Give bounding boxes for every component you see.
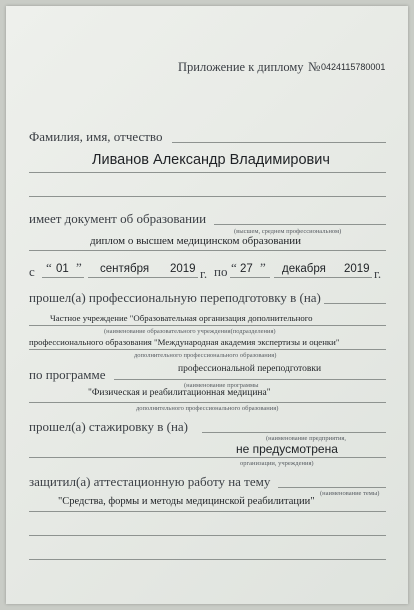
internship-hint: (наименование предприятия,	[266, 435, 347, 442]
date-from-day-line	[42, 277, 84, 278]
date-from-month: сентября	[100, 263, 150, 275]
full-name: Ливанов Александр Владимирович	[92, 152, 330, 168]
name-label: Фамилия, имя, отчество	[29, 129, 163, 144]
date-from-day: 01	[56, 263, 69, 275]
quote-open-2: “	[231, 260, 237, 275]
program-name-line	[29, 402, 386, 403]
date-from-word: с	[29, 264, 35, 279]
quote-close-2: ”	[260, 260, 266, 275]
retraining-org-line1: Частное учреждение "Образовательная организация дополнительного	[50, 313, 313, 323]
appendix-label: Приложение к диплому	[178, 60, 304, 74]
education-value: диплом о высшем медицинском образовании	[90, 235, 302, 247]
date-from-year-line	[166, 277, 198, 278]
program-hint2: дополнительного профессионального образования)	[136, 405, 279, 412]
name-line-2	[29, 172, 386, 173]
retraining-org-line2: профессионального образования "Международная академия экспертизы и оценки"	[29, 337, 340, 347]
date-to-year-line	[340, 277, 372, 278]
program-type: профессиональной переподготовки	[178, 364, 322, 374]
thesis-value: "Средства, формы и методы медицинской реабилитации"	[58, 496, 315, 507]
date-from-month-line	[88, 277, 166, 278]
date-to-day-line	[230, 277, 270, 278]
program-hint-top: дополнительного профессионального образования)	[134, 352, 277, 359]
internship-value: не предусмотрена	[236, 442, 338, 456]
name-line-3	[29, 196, 386, 197]
internship-value-line	[29, 457, 386, 458]
diploma-number: 0424115780001	[321, 62, 386, 72]
thesis-line	[278, 487, 386, 488]
name-line-1	[172, 142, 386, 143]
date-to-word: по	[214, 264, 228, 279]
education-line	[214, 224, 386, 225]
thesis-label: защитил(а) аттестационную работу на тему	[29, 474, 271, 489]
retraining-org-line1-rule	[29, 325, 386, 326]
internship-hint2: организации, учреждения)	[240, 460, 314, 467]
diploma-appendix-page	[6, 6, 408, 604]
date-to-year: 2019	[344, 263, 370, 275]
date-to-day: 27	[240, 263, 253, 275]
retraining-label: прошел(а) профессиональную переподготовку в (на)	[29, 290, 321, 305]
retraining-org-hint: (наименование образовательного учреждения(подразделения)	[104, 328, 276, 335]
internship-line	[202, 432, 386, 433]
date-from-year-suffix: г.	[200, 266, 208, 281]
retraining-org-line2-rule	[29, 349, 386, 350]
thesis-extra-line-1	[29, 535, 386, 536]
number-prefix: №	[308, 59, 321, 74]
date-from-year: 2019	[170, 263, 196, 275]
date-to-month-line	[274, 277, 340, 278]
program-name: "Физическая и реабилитационная медицина"	[88, 388, 271, 398]
thesis-value-line	[29, 511, 386, 512]
date-to-month: декабря	[282, 263, 326, 275]
retraining-line	[324, 303, 386, 304]
program-type-line	[114, 379, 386, 380]
thesis-hint: (наименование темы)	[320, 490, 380, 497]
quote-open-1: “	[46, 260, 52, 275]
education-hint: (высшем, среднем профессиональном)	[234, 228, 342, 235]
program-hint: (наименование программы	[184, 382, 259, 389]
internship-label: прошел(а) стажировку в (на)	[29, 419, 189, 434]
thesis-extra-line-2	[29, 559, 386, 560]
program-label: по программе	[29, 367, 106, 382]
quote-close-1: ”	[76, 260, 82, 275]
date-to-year-suffix: г.	[374, 266, 382, 281]
education-value-line	[29, 250, 386, 251]
education-label: имеет документ об образовании	[29, 211, 207, 226]
